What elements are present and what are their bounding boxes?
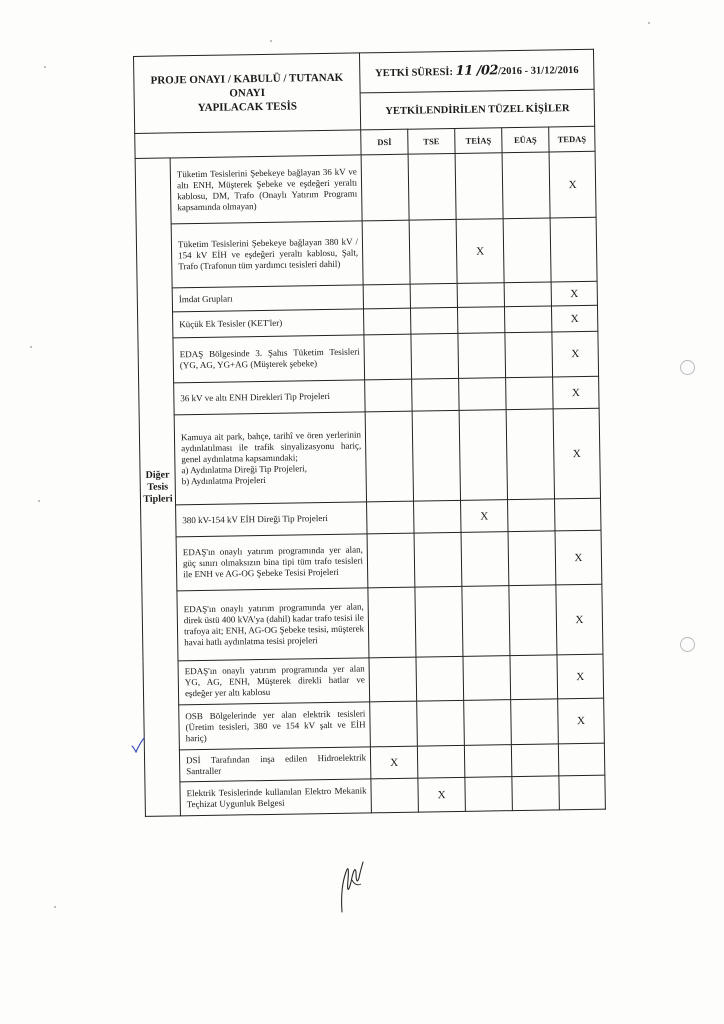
facility-description: DSİ Tarafından inşa edilen Hidroelektrik Santraller	[179, 747, 370, 782]
authorization-mark-teias	[459, 410, 507, 501]
authorization-mark-teias	[461, 532, 509, 587]
authorization-mark-teias	[458, 333, 506, 379]
facility-description: Küçük Ek Tesisler (KET'ler)	[173, 309, 364, 338]
authorization-mark-tedas: X	[553, 408, 600, 499]
authorization-mark-tedas	[558, 743, 605, 776]
authorization-mark-dsi	[361, 154, 409, 221]
scan-speck	[44, 66, 46, 68]
facility-row	[135, 151, 596, 224]
authorization-mark-tedas: X	[557, 654, 604, 699]
authorization-mark-tse	[414, 532, 462, 587]
facility-description: EDAŞ Bölgesinde 3. Şahıs Tüketim Tesisleri (YG, AG, YG+AG (Müşterek şebeke)	[173, 335, 365, 383]
category-label-line3: Tipleri	[143, 492, 173, 505]
scan-speck	[54, 906, 56, 908]
facility-row	[142, 584, 603, 661]
authorization-mark-teias	[458, 307, 505, 334]
authorization-mark-teias: X	[456, 219, 504, 284]
authorization-mark-euas	[508, 531, 556, 586]
facility-description: EDAŞ'ın onaylı yatırım programında yer alan, güç sınırı olmaksızın bina tipi tüm trafo tesisleri ile ENH ve AG-OG Şebeke Tesisi Projeleri	[176, 534, 368, 591]
authorization-mark-teias	[455, 153, 503, 220]
punch-hole-bottom	[680, 637, 695, 652]
authorization-mark-tedas: X	[552, 331, 599, 377]
authorization-mark-dsi	[368, 587, 416, 658]
facility-row	[145, 775, 606, 816]
authorization-mark-euas	[504, 306, 551, 333]
authorization-mark-teias	[465, 777, 513, 812]
facility-row	[143, 654, 604, 705]
column-header-euas: EÜAŞ	[502, 127, 549, 153]
authorization-mark-teias	[464, 700, 512, 746]
authorization-mark-tse	[412, 410, 460, 501]
facility-row	[141, 530, 602, 591]
authorization-mark-teias	[457, 283, 504, 308]
facility-rows	[135, 151, 605, 816]
facility-description: 380 kV-154 kV EİH Direği Tip Projeleri	[176, 502, 367, 537]
punch-hole-top	[680, 360, 695, 375]
authorization-mark-euas	[506, 377, 553, 410]
facility-row	[138, 331, 599, 383]
facility-header	[134, 53, 361, 134]
authorization-mark-dsi	[364, 308, 411, 335]
authorization-period-label: YETKİ SÜRESİ:	[374, 66, 454, 79]
authorization-mark-dsi	[365, 379, 412, 412]
authorization-mark-euas	[505, 332, 553, 378]
facility-description: EDAŞ'ın onaylı yatırım programında yer alan, direk üstü 400 kVA'ya (dahil) kadar trafo tesisi ile trafoya ait; ENH, AG-OG Şebeke tesisi, müşterek havai hatlı aydınlatma tesisi projeleri	[177, 588, 369, 661]
column-header-teias: TEİAŞ	[455, 128, 502, 154]
facility-description: İmdat Grupları	[172, 285, 363, 312]
facility-description: Tüketim Tesislerini Şebekeye bağlayan 380 kV / 154 kV EİH ve eşdeğeri yeraltı kablosu, Şalt, Trafo (Trafonun tüm yardımcı tesisleri dahil)	[171, 221, 363, 288]
handwritten-check-icon	[131, 737, 145, 753]
authorization-mark-tedas: X	[549, 151, 596, 218]
facility-row	[144, 698, 605, 750]
authorization-mark-tedas: X	[558, 698, 605, 744]
authorization-mark-euas	[502, 152, 550, 219]
facility-description: Elektrik Tesislerinde kullanılan Elektro Mekanik Teçhizat Uygunluk Belgesi	[180, 779, 372, 816]
authorization-mark-tedas	[550, 217, 597, 282]
authorized-entities-title: YETKİLENDİRİLEN TÜZEL KİŞİLER	[360, 89, 595, 130]
authorization-mark-dsi	[367, 501, 414, 534]
authorization-mark-tse	[412, 378, 459, 411]
column-header-dsi: DSİ	[361, 129, 408, 155]
authorization-mark-euas	[504, 282, 551, 307]
facility-description: Tüketim Tesislerini Şebekeye bağlayan 36 kV ve altı ENH, Müşterek Şebeke ve eşdeğeri yeraltı kablosu, DM, Trafo (Onaylı Yatırım Programı kapsamında olmayan)	[170, 155, 362, 224]
authorization-period-range: /2016 - 31/12/2016	[497, 64, 579, 77]
facility-row	[139, 408, 600, 505]
scan-speck	[30, 346, 32, 348]
authorization-mark-euas	[511, 699, 559, 745]
authorization-mark-tse	[411, 333, 459, 379]
authorization-mark-tedas: X	[553, 376, 600, 409]
category-label-line1: Diğer	[145, 468, 170, 481]
column-header-tedas: TEDAŞ	[549, 126, 595, 152]
authorization-mark-tse: X	[418, 777, 466, 812]
facility-header-line2: YAPILACAK TESİS	[197, 100, 298, 114]
authorization-mark-tse	[409, 219, 457, 284]
authorization-mark-tedas	[555, 498, 602, 531]
authorization-mark-teias	[464, 745, 511, 778]
authorization-mark-tedas: X	[551, 305, 597, 332]
authorization-mark-dsi	[364, 334, 412, 380]
scan-speck	[648, 22, 650, 24]
authorization-mark-dsi	[363, 284, 410, 309]
authorization-start-handwritten: 11 /02	[455, 62, 499, 79]
authorization-mark-teias	[462, 586, 510, 657]
facility-description: Kamuya ait park, bahçe, tarihî ve ören yerlerinin aydınlatılması ile trafik sinyalizasyonu hariç, genel aydınlatma kapsamındaki; a) Aydınlatma Direği Tip Projeleri, b) Aydınlatma Projeleri	[174, 412, 366, 505]
authorization-mark-tse	[411, 307, 458, 334]
scan-speck	[270, 40, 272, 42]
category-label-line2: Tesis	[147, 481, 169, 493]
authorization-mark-tse	[408, 153, 456, 220]
authorization-mark-tse	[415, 586, 463, 657]
column-header-tse: TSE	[408, 128, 455, 154]
scan-speck	[38, 500, 40, 502]
authorization-mark-euas	[506, 409, 554, 500]
authorization-mark-tse	[417, 700, 465, 746]
authorization-mark-euas	[510, 655, 558, 700]
authorization-mark-tse	[410, 283, 457, 308]
authorization-mark-tedas	[559, 775, 606, 810]
facility-description: 36 kV ve altı ENH Direkleri Tip Projeleri	[174, 380, 365, 415]
facility-header-line1: PROJE ONAYI / KABULÜ / TUTANAK ONAYI	[150, 71, 344, 100]
authorization-mark-tse	[417, 745, 464, 778]
authorization-mark-euas	[503, 218, 551, 283]
facility-row	[136, 217, 597, 288]
facility-description: OSB Bölgelerinde yer alan elektrik tesisleri (Üretim tesisleri, 380 ve 154 kV şalt ve EİH hariç)	[179, 702, 371, 750]
authorization-table	[133, 49, 606, 817]
authorization-mark-euas	[509, 585, 557, 656]
authorization-mark-tedas: X	[556, 584, 603, 655]
facility-description: EDAŞ'ın onaylı yatırım programında yer alan YG, AG, ENH, Müşterek direkli hatlar ve eşdeğer yer altı kablosu	[178, 658, 370, 705]
authorization-mark-tedas: X	[551, 281, 597, 306]
authorization-mark-dsi: X	[370, 746, 417, 779]
authorization-mark-dsi	[370, 701, 418, 747]
authorization-mark-dsi	[362, 220, 410, 285]
authorization-mark-euas	[512, 776, 560, 811]
authorization-mark-teias	[459, 378, 506, 411]
authorization-mark-dsi	[365, 411, 413, 502]
authorization-mark-dsi	[371, 778, 419, 813]
authorization-mark-tedas: X	[555, 530, 602, 585]
authorization-period	[359, 49, 594, 93]
authorization-mark-teias	[463, 656, 511, 701]
authorization-mark-teias: X	[461, 500, 508, 533]
authorization-mark-euas	[508, 499, 555, 532]
authorization-mark-euas	[511, 744, 558, 777]
authorization-mark-tse	[416, 656, 464, 701]
authorization-mark-dsi	[367, 533, 415, 588]
authorization-mark-tse	[414, 500, 461, 533]
authorization-mark-dsi	[369, 657, 417, 702]
handwritten-initials	[338, 858, 368, 914]
blank-header-cell	[135, 130, 361, 159]
